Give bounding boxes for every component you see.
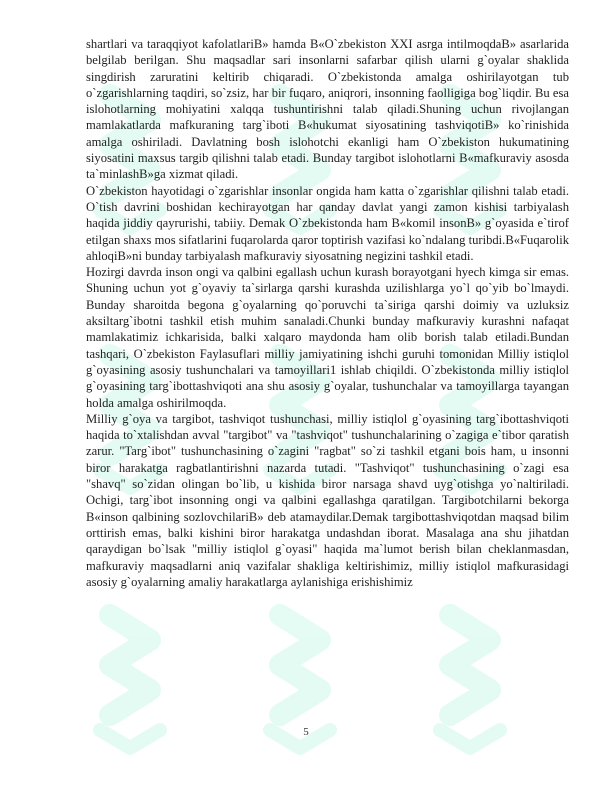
paragraph: O`zbekiston hayotidagi o`zgarishlar insonlar ongida ham katta o`zgarishlar qilishni talab etadi. O`tish davrini boshidan kechirayotgan har qanday davlat yangi zamon kishisi tarbiyalash haqida jiddiy qayrurishi, tabiiy. Demak O`zbekistonda ham B«komil insonB» g`oyasida e`tirof etilgan shaxs mos sifatlarini fuqarolarda qaror toptirish vazifasi ko`ndalang turibdi.B«Fuqarolik ahloqiB»ni bunday tarbiyalash mafkuraviy siyosatning negizini tashkil etadi. <box>86 183 569 263</box>
page-number: 5 <box>303 726 309 738</box>
paragraph: Milliy g`oya va targibot, tashviqot tushunchasi, milliy istiqlol g`oyasining targ`ibottashviqoti haqida to`xtalishdan avval "targibot" va "tashviqot" tushunchalarining o`zagiga e`tibor qaratish zarur. "Targ`ibot" tushunchasining o`zagini "ragbat" so`zi tashkil etgani bois ham, u insonni biror harakatga ragbatlantirishni nazarda tutadi. "Tashviqot" tushunchasining o`zagi esa "shavq" so`zidan olingan bo`lib, u kishida biror narsaga shavd uyg`otishga yo`naltiriladi. Ochigi, targ`ibot insonning ongi va qalbini egallashga qaratilgan. Targibotchilarni bekorga B«inson qalbining sozlovchilariB» deb atamaydilar.Demak targibottashviqotdan maqsad bilim orttirish emas, balki kishini biror harakatga undashdan iborat. Masalaga ana shu jihatdan qaraydigan bo`lsak "milliy istiqlol g`oyasi" haqida ma`lumot berish bilan cheklanmasdan, mafkuraviy maqsadlarni aniq vazifalar shakliga keltirishimiz, milliy istiqlol mafkurasidagi asosiy g`oyalarning amaliy harakatlarga aylanishiga erishishimiz <box>86 411 569 589</box>
paragraph: shartlari va taraqqiyot kafolatlariB» hamda B«O`zbekiston XXI asrga intilmoqdaB» asarlarida belgilab berilgan. Shu maqsadlar sari insonlarni safarbar qilish ularni g`oyalar shaklida singdirish zaruratini keltirib chiqaradi. O`zbekistonda amalga oshirilayotgan tub o`zgarishlarning taqdiri, so`zsiz, har bir fuqaro, aniqrori, insonning faolligiga bog`liqdir. Bu esa islohotlarning mohiyatini xalqqa tushuntirishni talab qiladi.Shuning uchun rivojlangan mamlakatlarda mafkuraning targ`iboti B«hukumat siyosatining tashviqotiB» ko`rinishida amalga oshiriladi. Davlatning bosh islohotchi ekanligi ham O`zbekiston hukumatining siyosatini maxsus targib qilishni talab etadi. Bunday targibot islohotlarni B«mafkuraviy asosda ta`minlashB»ga xizmat qiladi. <box>86 37 569 182</box>
paragraph: Hozirgi davrda inson ongi va qalbini egallash uchun kurash borayotgani hyech kimga sir emas. Shuning uchun yot g`oyaviy ta`sirlarga qarshi kurashda uzilishlarga yo`l qo`yib bo`lmaydi. Bunday sharoitda begona g`oyalarning qo`poruvchi ta`siriga qarshi doimiy va uzluksiz aksiltarg`ibotni tashkil etish muhim sanaladi.Chunki bunday mafkuraviy kurashni nafaqat mamlakatimiz ichkarisida, balki xalqaro maydonda ham olib borish talab etiladi.Bundan tashqari, O`zbekiston Faylasuflari milliy jamiyatining ishchi guruhi tomonidan Milliy istiqlol g`oyasining asosiy tushunchalari va tamoyillari1 ishlab chiqildi. O`zbekistonda milliy istiqlol g`oyasining targ`ibottashviqoti ana shu asosiy g`oyalar, tushunchalar va tamoyillarga tayangan holda amalga oshirilmoqda. <box>86 265 569 410</box>
body-text <box>86 36 569 590</box>
